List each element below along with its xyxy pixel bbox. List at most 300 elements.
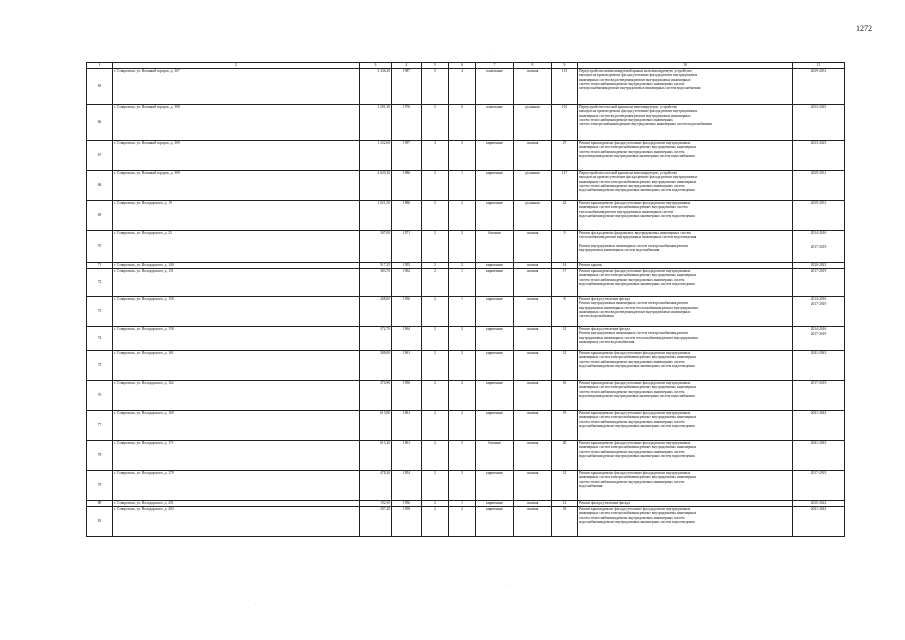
roof-type-cell: скатная <box>514 507 552 537</box>
work-line: водоотведения;ремонт внутридомовых инженерных систем водоснабжения <box>579 153 695 158</box>
address-cell: г. Ставрополь, ул. Военный городок, д. 308 <box>113 105 360 141</box>
table-row <box>87 297 845 327</box>
header-cell: 10 <box>578 63 793 69</box>
work-description-cell <box>578 105 793 141</box>
period-cell <box>793 441 845 471</box>
address-cell: г. Ставрополь, ул. Володарского, д. 169 <box>113 411 360 441</box>
work-description-cell <box>578 231 793 263</box>
entrances-cell: 1 <box>449 171 476 201</box>
work-line: систем теплоснабжения;ремонт внутридомовых инженерных систем <box>579 81 685 86</box>
area-cell: 372,70 <box>360 327 392 351</box>
floors-cell: 2 <box>422 381 449 411</box>
work-line: систем теплоснабжения;ремонт внутридомовых инженерных систем <box>579 359 685 364</box>
roof-type-cell: скатная <box>514 327 552 351</box>
work-line: Ремонт крыши;ремонт фасада;утепление фасада;ремонт внутридомовых <box>579 471 691 475</box>
area-cell: 1 291,30 <box>360 105 392 141</box>
row-number: 67 <box>87 141 113 171</box>
year-cell: 1976 <box>392 105 422 141</box>
work-line: инженерных систем электроснабжения;ремонт внутридомовых инженерных <box>579 385 697 390</box>
roof-type-cell: скатная <box>514 381 552 411</box>
row-number: 81 <box>87 507 113 537</box>
floors-cell: 5 <box>422 201 449 231</box>
wall-material-cell: панельные <box>476 69 514 105</box>
header-cell: 11 <box>793 63 845 69</box>
period-cell <box>793 327 845 351</box>
work-description-cell <box>578 171 793 201</box>
work-description-cell <box>578 269 793 297</box>
period-cell <box>793 231 845 263</box>
wall-material-cell: кирпичные <box>476 327 514 351</box>
work-line: Переустройство плоской крыши на вентилируемую, устройство <box>579 105 678 109</box>
roof-type-cell: скатная <box>514 69 552 105</box>
header-cell: 2 <box>113 63 360 69</box>
table-row <box>87 201 845 231</box>
table-row <box>87 471 845 501</box>
flats-cell: 42 <box>552 201 578 231</box>
year-cell: 1971 <box>392 231 422 263</box>
area-cell: 307,00 <box>360 231 392 263</box>
area-cell: 388,00 <box>360 351 392 381</box>
floors-cell: 2 <box>422 411 449 441</box>
work-line: внутридомовых инженерных систем теплоснабжения;ремонт внутридомовых <box>579 335 699 340</box>
work-line: водоснабжения;ремонт внутридомовых инженерных систем водоотведения <box>579 188 695 193</box>
row-number: 65 <box>87 69 113 105</box>
work-line: Переустройство невентилируемой крыши на вентилируемую, устройство <box>579 69 692 73</box>
work-line: систем теплоснабжения;ремонт внутридомовых инженерных систем <box>579 515 685 520</box>
area-cell: 587,20 <box>360 507 392 537</box>
scan-speck: · <box>493 52 495 57</box>
table-row <box>87 381 845 411</box>
area-cell: 3 336,30 <box>360 69 392 105</box>
period-value-second: 2017-2019 <box>810 244 827 249</box>
entrances-cell: 1 <box>449 297 476 327</box>
period-value-second: 2017-2019 <box>810 331 827 336</box>
period-cell <box>793 297 845 327</box>
wall-material-cell: кирпичные <box>476 269 514 297</box>
period-value-second: 2017-2019 <box>810 301 827 306</box>
year-cell: 1986 <box>392 171 422 201</box>
work-line: инженерных систем электроснабжения;ремонт внутридомовых инженерных <box>579 445 697 450</box>
year-cell: 1958 <box>392 507 422 537</box>
roof-type-cell: скатная <box>514 441 552 471</box>
period-value: 2041-2043 <box>810 441 827 445</box>
work-description-cell <box>578 297 793 327</box>
wall-material-cell: блочные <box>476 231 514 263</box>
wall-material-cell: кирпичные <box>476 263 514 269</box>
work-line: инженерных систем электроснабжения;ремонт внутридомовых инженерных <box>579 179 697 184</box>
work-description-cell <box>578 381 793 411</box>
year-cell: 1954 <box>392 471 422 501</box>
row-number: 75 <box>87 351 113 381</box>
work-line: Ремонт крыши;ремонт фасада;утепление фасада;ремонт внутридомовых <box>579 141 691 145</box>
wall-material-cell: блочные <box>476 441 514 471</box>
table-row <box>87 69 845 105</box>
floors-cell: 5 <box>422 171 449 201</box>
period-cell <box>793 105 845 141</box>
table-row <box>87 171 845 201</box>
year-cell: 1955 <box>392 263 422 269</box>
work-line: Ремонт крыши;ремонт фасада;утепление фасада;ремонт внутридомовых <box>579 269 691 273</box>
address-cell: г. Ставрополь, ул. Володарского, д. 151 <box>113 269 360 297</box>
period-cell <box>793 411 845 441</box>
area-cell: 615,80 <box>360 411 392 441</box>
table-row <box>87 327 845 351</box>
work-line: теплоснабжения;ремонт внутридомовых инженерных систем <box>579 209 673 214</box>
year-cell: 1997 <box>392 141 422 171</box>
floors-cell: 2 <box>422 351 449 381</box>
work-line: систем теплоснабжения;ремонт внутридомовых инженерных <box>579 117 673 122</box>
address-cell: г. Ставрополь, ул. Володарского, д. 156 <box>113 297 360 327</box>
year-cell: 1964 <box>392 327 422 351</box>
period-value: 2041-2043 <box>810 411 827 415</box>
year-cell: 1987 <box>392 69 422 105</box>
floors-cell: 5 <box>422 105 449 141</box>
entrances-cell: 4 <box>449 69 476 105</box>
entrances-cell: 3 <box>449 441 476 471</box>
work-line: Ремонт фасада;утепление фасада <box>579 327 630 331</box>
row-number: 74 <box>87 327 113 351</box>
year-cell: 1961 <box>392 351 422 381</box>
entrances-cell: 3 <box>449 471 476 501</box>
year-cell: 1961 <box>392 411 422 441</box>
flats-cell: 12 <box>552 327 578 351</box>
work-line: Ремонт фасада;ремонт фундамента; внутридомовых инженерных систем <box>579 231 691 235</box>
work-line: систем теплоснабжения;ремонт внутридомовых инженерных систем <box>579 449 685 454</box>
work-line: Переустройство плоской крыши на вентилируемую, устройство <box>579 171 678 175</box>
roof-type-cell: рулонная <box>514 171 552 201</box>
scan-speck: · <box>255 603 257 608</box>
work-description-cell <box>578 141 793 171</box>
flats-cell: 117 <box>552 171 578 201</box>
work-line: систем водоснабжения <box>579 314 614 319</box>
roof-type-cell: скатная <box>514 471 552 501</box>
flats-cell: 18 <box>552 507 578 537</box>
roof-type-cell: рулонная <box>514 201 552 231</box>
table-row <box>87 507 845 537</box>
row-number: 78 <box>87 441 113 471</box>
work-line: электроснабжения;ремонт внутридомовых инженерных систем водоснабжения <box>579 86 701 91</box>
work-line: систем теплоснабжения;ремонт внутридомовых инженерных систем <box>579 479 685 484</box>
work-description-cell <box>578 327 793 351</box>
work-description-cell <box>578 441 793 471</box>
work-line: водоснабжения;ремонт внутридомовых инженерных систем водоотведения <box>579 423 695 428</box>
address-cell: г. Ставрополь, ул. Володарского, д. 201 <box>113 501 360 507</box>
wall-material-cell: кирпичные <box>476 471 514 501</box>
work-line: инженерных систем электроснабжения;ремонт внутридомовых систем <box>579 205 688 210</box>
address-cell: г. Ставрополь, ул. Володарского, д. 203 <box>113 507 360 537</box>
row-number: 72 <box>87 269 113 297</box>
wall-material-cell: кирпичные <box>476 297 514 327</box>
year-cell: 1961 <box>392 441 422 471</box>
floors-cell: 2 <box>422 471 449 501</box>
header-cell: 4 <box>392 63 422 69</box>
work-line: внутридомовых инженерных систем водоснабжения <box>579 248 660 253</box>
address-cell: г. Ставрополь, ул. Володарского, д. 179 <box>113 471 360 501</box>
work-line: Ремонт крыши;ремонт фасада;утепление фасада;ремонт внутридомовых <box>579 411 691 415</box>
work-line: Ремонт крыши;ремонт фасада;утепление фасада;ремонт внутридомовых <box>579 201 691 205</box>
floors-cell: 3 <box>422 141 449 171</box>
wall-material-cell: кирпичные <box>476 411 514 441</box>
work-line: теплоснабжения;ремонт внутридомовых инженерных систем водоотведения <box>579 235 697 240</box>
work-line: систем теплоснабжения;ремонт внутридомовых инженерных систем <box>579 389 685 394</box>
row-number: 68 <box>87 171 113 201</box>
address-cell: г. Ставрополь, ул. Володарского, д. 19 <box>113 201 360 231</box>
work-line: инженерных систем электроснабжения;ремонт внутридомовых инженерных <box>579 511 697 516</box>
wall-material-cell: кирпичные <box>476 171 514 201</box>
address-cell: г. Ставрополь, ул. Военный городок, д. 309 <box>113 141 360 171</box>
period-cell <box>793 69 845 105</box>
work-line: инженерных систем электроснабжения;ремонт внутридомовых инженерных <box>579 145 697 150</box>
work-line: Ремонт фасада;утепление фасада <box>579 501 630 505</box>
work-line: водоснабжения <box>579 483 603 488</box>
work-line: систем электроснабжения;ремонт внутридомовых инженерных систем водоснабжения <box>579 122 712 127</box>
area-cell: 192,50 <box>360 501 392 507</box>
area-cell: 517,35 <box>360 263 392 269</box>
address-cell: г. Ставрополь, ул. Военный городок, д. 307 <box>113 69 360 105</box>
period-value: 2023-2025 <box>810 105 827 109</box>
flats-cell: 14 <box>552 263 578 269</box>
period-value: 2017-2019 <box>810 381 827 385</box>
area-cell: 383,70 <box>360 269 392 297</box>
table-row <box>87 141 845 171</box>
table-row <box>87 105 845 141</box>
row-number: 80 <box>87 501 113 507</box>
floors-cell: 2 <box>422 269 449 297</box>
flats-cell: 20 <box>552 441 578 471</box>
address-cell: г. Ставрополь, ул. Володарского, д. 161 <box>113 351 360 381</box>
row-number: 66 <box>87 105 113 141</box>
flats-cell: 12 <box>552 501 578 507</box>
page-number: 1272 <box>856 24 872 33</box>
period-value: 2014-2016 <box>810 327 827 331</box>
wall-material-cell: кирпичные <box>476 351 514 381</box>
flats-cell: 12 <box>552 471 578 501</box>
work-line: инженерных систем водоотведения;ремонт внутридомовых инженерных <box>579 77 691 82</box>
table-row <box>87 441 845 471</box>
area-cell: 1 021,50 <box>360 201 392 231</box>
area-cell: 1 232,00 <box>360 141 392 171</box>
period-value: 2029-2031 <box>810 201 827 205</box>
header-cell: 6 <box>449 63 476 69</box>
roof-type-cell: скатная <box>514 351 552 381</box>
work-line: Ремонт внутридомовых инженерных систем электроснабжения;ремонт <box>579 243 689 248</box>
work-line: Ремонт внутридомовых инженерных систем электроснабжения;ремонт <box>579 331 689 336</box>
row-number: 73 <box>87 297 113 327</box>
work-line: выходов на кровлю;ремонт фасада;утепление фасада;ремонт внутридомовых <box>579 109 698 114</box>
roof-type-cell: скатная <box>514 231 552 263</box>
floors-cell: 2 <box>422 263 449 269</box>
flats-cell: 12 <box>552 351 578 381</box>
flats-cell: 101 <box>552 105 578 141</box>
period-value: 2020-2022 <box>810 501 827 505</box>
period-cell <box>793 141 845 171</box>
work-line: систем теплоснабжения;ремонт внутридомовых инженерных систем <box>579 183 685 188</box>
period-cell <box>793 269 845 297</box>
work-line: выходов на кровлю;ремонт фасада;утепление фасада;ремонт внутридомовых <box>579 73 698 78</box>
roof-type-cell: скатная <box>514 411 552 441</box>
flats-cell: 8 <box>552 297 578 327</box>
area-cell: 478,20 <box>360 471 392 501</box>
work-description-cell <box>578 471 793 501</box>
work-line: инженерных систем электроснабжения;ремонт внутридомовых инженерных <box>579 475 697 480</box>
period-value: 2014-2016 <box>810 297 827 301</box>
work-line: систем теплоснабжения;ремонт внутридомовых инженерных систем <box>579 149 685 154</box>
roof-type-cell: скатная <box>514 141 552 171</box>
work-description-cell <box>578 507 793 537</box>
work-line: Ремонт крыши <box>579 263 602 267</box>
roof-type-cell: скатная <box>514 263 552 269</box>
roof-type-cell: скатная <box>514 501 552 507</box>
table-row <box>87 231 845 263</box>
year-cell: 1962 <box>392 269 422 297</box>
work-line: инженерных систем водоотведения;ремонт внутридомовых инженерных <box>579 113 691 118</box>
header-cell: 9 <box>552 63 578 69</box>
header-cell: 7 <box>476 63 514 69</box>
entrances-cell: 2 <box>449 411 476 441</box>
year-cell: 1958 <box>392 381 422 411</box>
housing-register-table <box>86 62 845 537</box>
year-cell: 1956 <box>392 297 422 327</box>
entrances-cell: 2 <box>449 507 476 537</box>
header-cell: 1 <box>87 63 113 69</box>
work-description-cell <box>578 411 793 441</box>
flats-cell: 115 <box>552 69 578 105</box>
period-cell <box>793 471 845 501</box>
header-cell: 5 <box>422 63 449 69</box>
entrances-cell: 3 <box>449 141 476 171</box>
flats-cell: 17 <box>552 269 578 297</box>
table-row <box>87 411 845 441</box>
row-number: 79 <box>87 471 113 501</box>
work-line: выходов на кровлю;утепление фасада;ремонт фасада;ремонт внутридомовых <box>579 175 698 180</box>
area-cell: 613,20 <box>360 441 392 471</box>
period-cell <box>793 201 845 231</box>
entrances-cell: 2 <box>449 263 476 269</box>
address-cell: г. Ставрополь, ул. Володарского, д. 162 <box>113 381 360 411</box>
wall-material-cell: кирпичные <box>476 381 514 411</box>
entrances-cell: 2 <box>449 231 476 263</box>
floors-cell: 2 <box>422 327 449 351</box>
entrances-cell: 1 <box>449 501 476 507</box>
period-value: 2017-2019 <box>810 471 827 475</box>
work-line: водоснабжения;ремонт внутридомовых инженерных систем водоотведения <box>579 453 695 458</box>
floors-cell: 2 <box>422 441 449 471</box>
entrances-cell: 2 <box>449 381 476 411</box>
work-line: внутридомовых инженерных систем теплоснабжения;ремонт внутридомовых <box>579 305 699 310</box>
table-row <box>87 351 845 381</box>
header-cell: 8 <box>514 63 552 69</box>
work-line: водоснабжения;ремонт внутридомовых инженерных систем водоотведения <box>579 213 695 218</box>
address-cell: г. Ставрополь, ул. Володарского, д. 171 <box>113 441 360 471</box>
entrances-cell: 6 <box>449 105 476 141</box>
flats-cell: 9 <box>552 231 578 263</box>
period-cell <box>793 381 845 411</box>
scan-speck: · <box>506 583 508 588</box>
flats-cell: 27 <box>552 141 578 171</box>
work-line: Ремонт фасада;утепление фасада <box>579 297 630 301</box>
wall-material-cell: панельные <box>476 105 514 141</box>
address-cell: г. Ставрополь, ул. Володарского, д. 25 <box>113 231 360 263</box>
entrances-cell: 2 <box>449 201 476 231</box>
floors-cell: 5 <box>422 69 449 105</box>
header-cell: 3 <box>360 63 392 69</box>
row-number: 70 <box>87 231 113 263</box>
area-cell: 268,00 <box>360 297 392 327</box>
work-line: водоотведения;ремонт внутридомовых инженерных систем водоснабжения <box>579 393 695 398</box>
work-line: Ремонт внутридомовых инженерных систем электроснабжения;ремонт <box>579 301 689 306</box>
work-line: Ремонт крыши;ремонт фасада;утепление фасада;ремонт внутридомовых <box>579 441 691 445</box>
address-cell: г. Ставрополь, ул. Володарского, д. 140 <box>113 263 360 269</box>
row-number: 71 <box>87 263 113 269</box>
work-line: инженерных систем электроснабжения;ремонт внутридомовых инженерных <box>579 415 697 420</box>
work-description-cell <box>578 201 793 231</box>
row-number: 69 <box>87 201 113 231</box>
roof-type-cell: скатная <box>514 269 552 297</box>
work-line: водоснабжения;ремонт внутридомовых инженерных систем водоотведения <box>579 281 695 286</box>
wall-material-cell: кирпичные <box>476 501 514 507</box>
work-line: водоснабжения;ремонт внутридомовых инженерных систем водоотведения <box>579 363 695 368</box>
work-line: Ремонт крыши;ремонт фасада;утепление фасада;ремонт внутридомовых <box>579 381 691 385</box>
floors-cell: 2 <box>422 231 449 263</box>
address-cell: г. Ставрополь, ул. Володарского, д. 158 <box>113 327 360 351</box>
period-cell <box>793 507 845 537</box>
entrances-cell: 2 <box>449 327 476 351</box>
entrances-cell: 1 <box>449 269 476 297</box>
period-value: 2029-2031 <box>810 171 827 175</box>
entrances-cell: 2 <box>449 351 476 381</box>
flats-cell: 19 <box>552 411 578 441</box>
row-number: 76 <box>87 381 113 411</box>
wall-material-cell: кирпичные <box>476 141 514 171</box>
work-line: водоснабжения;ремонт внутридомовых инженерных систем водоотведения <box>579 519 695 524</box>
flats-cell: 16 <box>552 381 578 411</box>
work-line: инженерных систем электроснабжения;ремонт внутридомовых инженерных <box>579 273 697 278</box>
address-cell: г. Ставрополь, ул. Военный городок, д. 309 <box>113 171 360 201</box>
wall-material-cell: кирпичные <box>476 201 514 231</box>
period-value: 2023-2025 <box>810 141 827 145</box>
wall-material-cell: кирпичные <box>476 507 514 537</box>
work-line: инженерных систем водоснабжения <box>579 339 635 344</box>
row-number: 77 <box>87 411 113 441</box>
period-value: 2014-2016 <box>810 231 827 235</box>
period-value: 2020-2022 <box>810 263 827 267</box>
period-value: 2029-2031 <box>810 69 827 73</box>
work-line: Ремонт крыши;ремонт фасада;утепление фасада;ремонт внутридомовых <box>579 351 691 355</box>
area-cell: 2 620,30 <box>360 171 392 201</box>
roof-type-cell: скатная <box>514 297 552 327</box>
period-cell <box>793 171 845 201</box>
work-description-cell <box>578 69 793 105</box>
year-cell: 1956 <box>392 501 422 507</box>
period-value: 2017-2019 <box>810 269 827 273</box>
table-row <box>87 269 845 297</box>
work-description-cell <box>578 351 793 381</box>
area-cell: 374,90 <box>360 381 392 411</box>
floors-cell: 2 <box>422 297 449 327</box>
work-line: систем теплоснабжения;ремонт внутридомовых инженерных систем <box>579 419 685 424</box>
work-line: систем теплоснабжения;ремонт внутридомовых инженерных систем <box>579 277 685 282</box>
floors-cell: 2 <box>422 507 449 537</box>
roof-type-cell: рулонная <box>514 105 552 141</box>
year-cell: 1980 <box>392 201 422 231</box>
period-value: 2041-2043 <box>810 351 827 355</box>
work-line: Ремонт крыши;ремонт фасада;утепление фасада;ремонт внутридомовых <box>579 507 691 511</box>
floors-cell: 2 <box>422 501 449 507</box>
period-cell <box>793 351 845 381</box>
work-line: инженерных систем водоотведения;ремонт внутридомовых инженерных <box>579 309 691 314</box>
period-value: 2041-2043 <box>810 507 827 511</box>
work-line: инженерных систем электроснабжения;ремонт внутридомовых инженерных <box>579 355 697 360</box>
